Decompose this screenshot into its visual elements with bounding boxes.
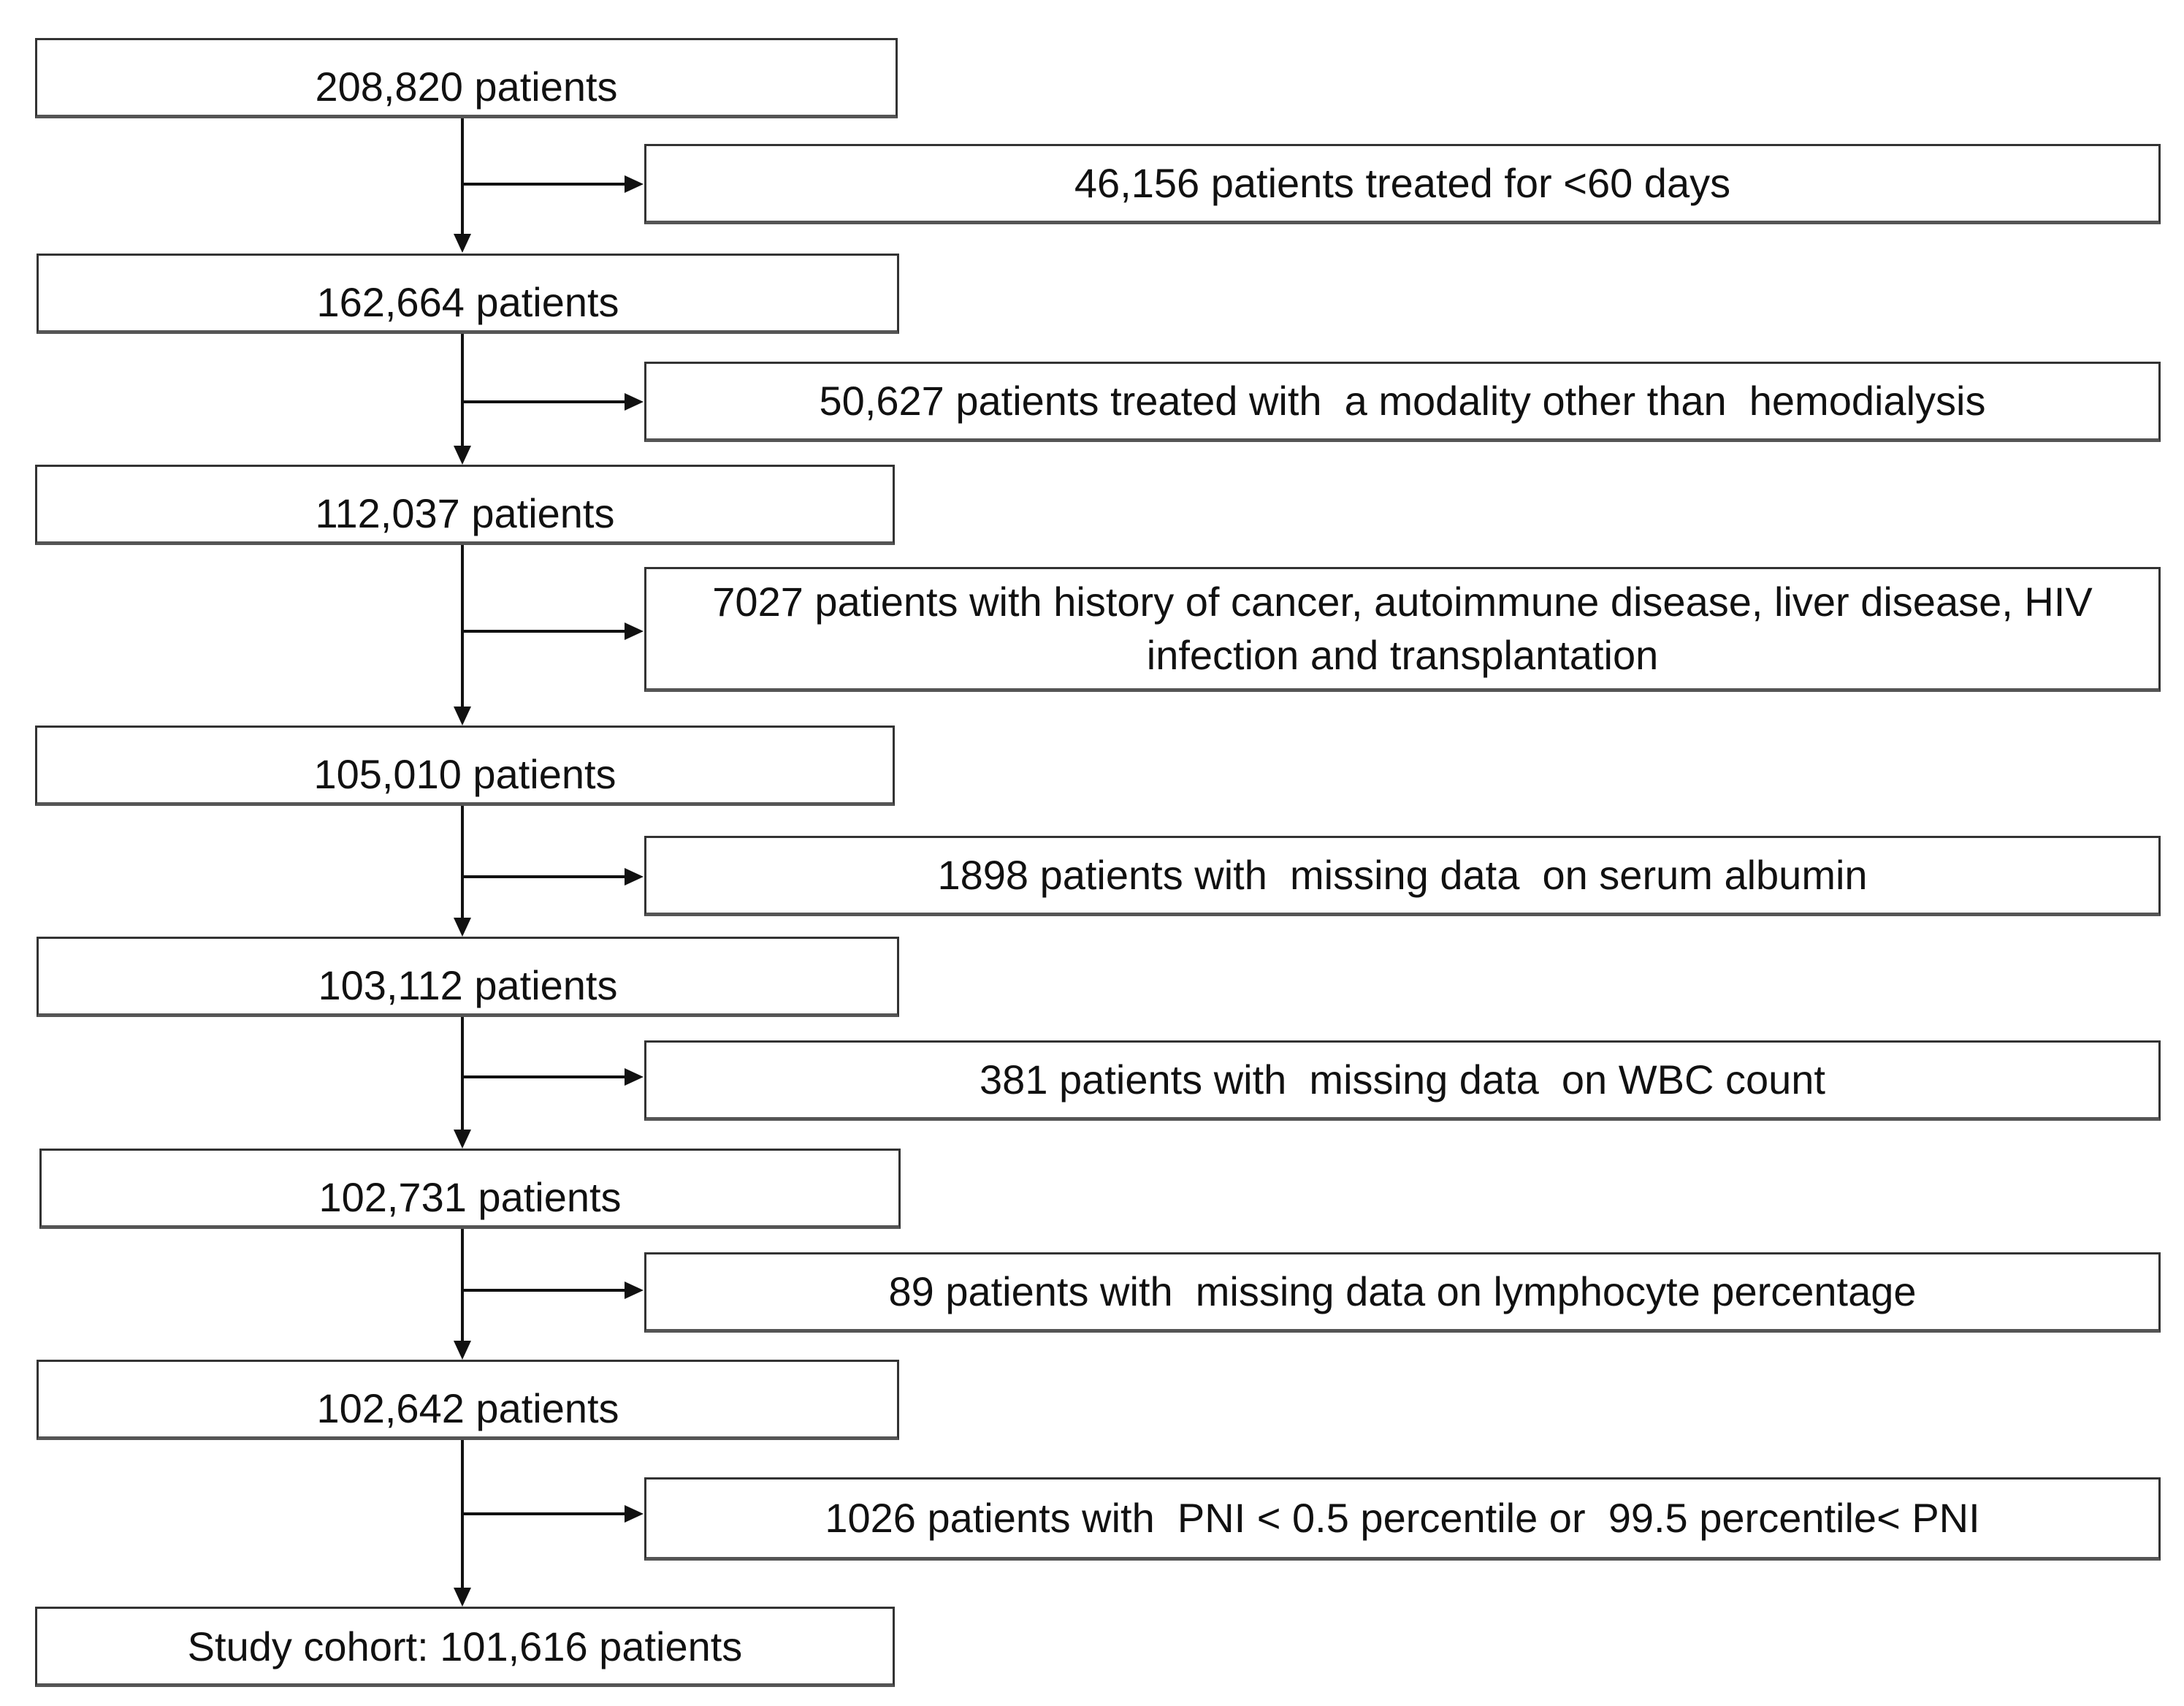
flow-step-5 <box>37 937 899 1017</box>
exclusion-box-2 <box>644 362 2161 442</box>
exclusion-box-1 <box>644 144 2161 224</box>
flow-step-label: 102,731 patients <box>318 1174 622 1220</box>
flow-connector-6 <box>461 1229 464 1342</box>
exclusion-label: 7027 patients with history of cancer, autoimmune disease, liver disease, HIV infection and transplantation <box>712 578 2093 678</box>
flow-step-7 <box>37 1360 899 1440</box>
flow-step-3 <box>35 465 895 545</box>
arrow-down-icon <box>454 1341 471 1360</box>
exclusion-connector-4 <box>464 875 626 878</box>
study-cohort-label: Study cohort: 101,616 patients <box>187 1623 743 1669</box>
flow-connector-2 <box>461 334 464 447</box>
flow-step-label: 105,010 patients <box>313 751 616 797</box>
exclusion-box-7 <box>644 1477 2161 1561</box>
arrow-right-icon <box>625 1068 644 1086</box>
flow-connector-3 <box>461 545 464 708</box>
exclusion-connector-7 <box>464 1512 626 1515</box>
flow-connector-1 <box>461 118 464 235</box>
arrow-right-icon <box>625 1282 644 1299</box>
arrow-down-icon <box>454 1130 471 1149</box>
exclusion-connector-6 <box>464 1289 626 1292</box>
exclusion-box-5 <box>644 1040 2161 1121</box>
arrow-down-icon <box>454 446 471 465</box>
arrow-right-icon <box>625 1505 644 1523</box>
exclusion-label: 46,156 patients treated for <60 days <box>1074 159 1731 206</box>
flow-connector-4 <box>461 806 464 919</box>
exclusion-box-6 <box>644 1252 2161 1333</box>
flow-connector-5 <box>461 1017 464 1131</box>
exclusion-box-3 <box>644 567 2161 692</box>
exclusion-label: 1026 patients with PNI < 0.5 percentile or 99.5 percentile< PNI <box>825 1494 1980 1541</box>
arrow-down-icon <box>454 918 471 937</box>
exclusion-label: 89 patients with missing data on lymphocyte percentage <box>888 1268 1917 1314</box>
flow-step-6 <box>39 1149 901 1229</box>
arrow-right-icon <box>625 868 644 886</box>
exclusion-box-4 <box>644 836 2161 916</box>
arrow-right-icon <box>625 175 644 193</box>
exclusion-label: 50,627 patients treated with a modality other than hemodialysis <box>819 377 1986 424</box>
flow-step-label: 162,664 patients <box>316 279 619 325</box>
arrow-right-icon <box>625 622 644 640</box>
flow-step-2 <box>37 254 899 334</box>
flow-step-label: 102,642 patients <box>316 1385 619 1431</box>
exclusion-label: 1898 patients with missing data on serum albumin <box>937 851 1868 898</box>
flow-step-initial <box>35 38 898 118</box>
exclusion-connector-2 <box>464 400 626 403</box>
flow-step-label: 112,037 patients <box>315 490 615 536</box>
flow-step-label: 103,112 patients <box>318 962 618 1008</box>
arrow-down-icon <box>454 707 471 726</box>
study-cohort-box <box>35 1607 895 1687</box>
exclusion-connector-1 <box>464 183 626 186</box>
flow-step-label: 208,820 patients <box>315 64 618 110</box>
arrow-right-icon <box>625 393 644 411</box>
exclusion-label: 381 patients with missing data on WBC count <box>980 1056 1825 1103</box>
arrow-down-icon <box>454 234 471 253</box>
arrow-down-icon <box>454 1588 471 1607</box>
flow-step-4 <box>35 726 895 806</box>
exclusion-connector-3 <box>464 630 626 633</box>
exclusion-connector-5 <box>464 1075 626 1078</box>
